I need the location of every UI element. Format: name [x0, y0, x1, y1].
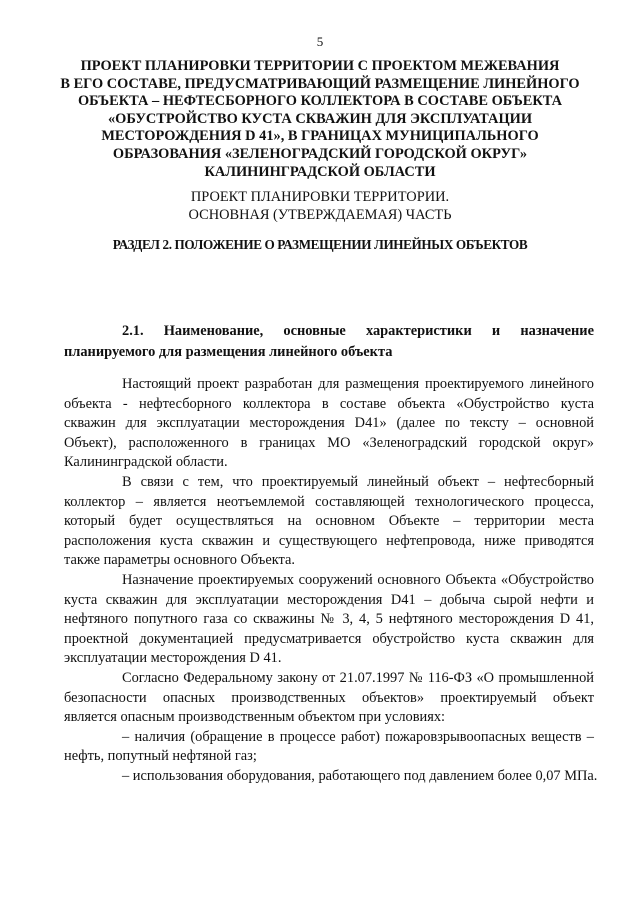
subsection-word: и [491, 323, 501, 339]
main-title [60, 58, 580, 181]
body-line: куста скважин для эксплуатации месторождения D41 – добыча сырой нефти и [64, 591, 594, 608]
subsection-heading-line: планируемого для размещения линейного объекта [64, 344, 393, 360]
body-text [64, 375, 598, 786]
subsection-word: основные [283, 323, 346, 339]
subtitle-line: ОСНОВНАЯ (УТВЕРЖДАЕМАЯ) ЧАСТЬ [188, 207, 452, 223]
page-number: 5 [316, 34, 324, 49]
body-line: расположения куста скважин и существующего нефтепровода, ниже приводятся [64, 532, 594, 549]
subsection-word: Наименование, [163, 323, 264, 339]
body-line: объекта - нефтесборного коллектора в составе объекта «Обустройство куста [64, 395, 594, 412]
main-title-line: ОБЪЕКТА – НЕФТЕСБОРНОГО КОЛЛЕКТОРА В СОСТАВЕ ОБЪЕКТА [77, 93, 563, 110]
body-line: проектной документацией предусматривается обустройство куста скважин для [64, 630, 594, 647]
body-line: Согласно Федеральному закону от 21.07.1997 № 116-ФЗ «О промышленной [122, 669, 594, 686]
body-line: нефтяного попутного газа со скважины № 3, 4, 5 нефтяного месторождения D 41, [64, 611, 594, 628]
subsection-word: характеристики [365, 323, 472, 339]
main-title-line: ОБРАЗОВАНИЯ «ЗЕЛЕНОГРАДСКИЙ ГОРОДСКОЙ ОКРУГ» [112, 145, 528, 162]
body-line: также параметры основного Объекта. [64, 552, 295, 569]
body-line: который будет осуществляться на основном Объекте – территории места [64, 513, 594, 530]
main-title-line: МЕСТОРОЖДЕНИЯ D 41», В ГРАНИЦАХ МУНИЦИПАЛЬНОГО [101, 128, 539, 145]
body-line: – использования оборудования, работающего под давлением более 0,07 МПа. [122, 767, 598, 784]
body-line: безопасности опасных производственных объектов» проектируемый объект [64, 689, 594, 706]
body-line: скважин для эксплуатации месторождения D41» (далее по тексту – основной [64, 415, 594, 432]
body-line: Калининградской области. [64, 454, 228, 471]
body-line: Настоящий проект разработан для размещения проектируемого линейного [122, 376, 594, 392]
main-title-line: «ОБУСТРОЙСТВО КУСТА СКВАЖИН ДЛЯ ЭКСПЛУАТАЦИИ [107, 110, 533, 127]
body-line: – наличия (обращение в процессе работ) пожаровзрывоопасных веществ – [122, 728, 594, 745]
document-subtitle [0, 188, 640, 224]
main-title-line: КАЛИНИНГРАДСКОЙ ОБЛАСТИ [204, 163, 436, 180]
section-title: РАЗДЕЛ 2. ПОЛОЖЕНИЕ О РАЗМЕЩЕНИИ ЛИНЕЙНЫХ ОБЪЕКТОВ [112, 237, 528, 252]
subtitle-line: ПРОЕКТ ПЛАНИРОВКИ ТЕРРИТОРИИ. [190, 189, 450, 205]
body-line: нефть, попутный нефтяной газ; [64, 748, 257, 765]
body-line: коллектор – является неотъемлемой составляющей технологического процесса, [64, 493, 594, 510]
body-line: Объект), расположенного в границах МО «Зеленоградский городской округ» [64, 434, 594, 451]
main-title-line: ПРОЕКТ ПЛАНИРОВКИ ТЕРРИТОРИИ С ПРОЕКТОМ МЕЖЕВАНИЯ [80, 58, 560, 74]
subsection-number: 2.1. [122, 323, 144, 339]
subsection-heading [64, 321, 594, 363]
body-line: Назначение проектируемых сооружений основного Объекта «Обустройство [122, 571, 594, 588]
body-line: В связи с тем, что проектируемый линейный объект – нефтесборный [122, 473, 594, 490]
body-line: является опасным производственным объектом при условиях: [64, 709, 446, 726]
main-title-line: В ЕГО СОСТАВЕ, ПРЕДУСМАТРИВАЮЩИЙ РАЗМЕЩЕНИЕ ЛИНЕЙНОГО [60, 75, 580, 92]
subsection-word: назначение [520, 323, 594, 339]
body-line: эксплуатации месторождения D 41. [64, 650, 282, 667]
subsection-heading-line [64, 321, 594, 342]
